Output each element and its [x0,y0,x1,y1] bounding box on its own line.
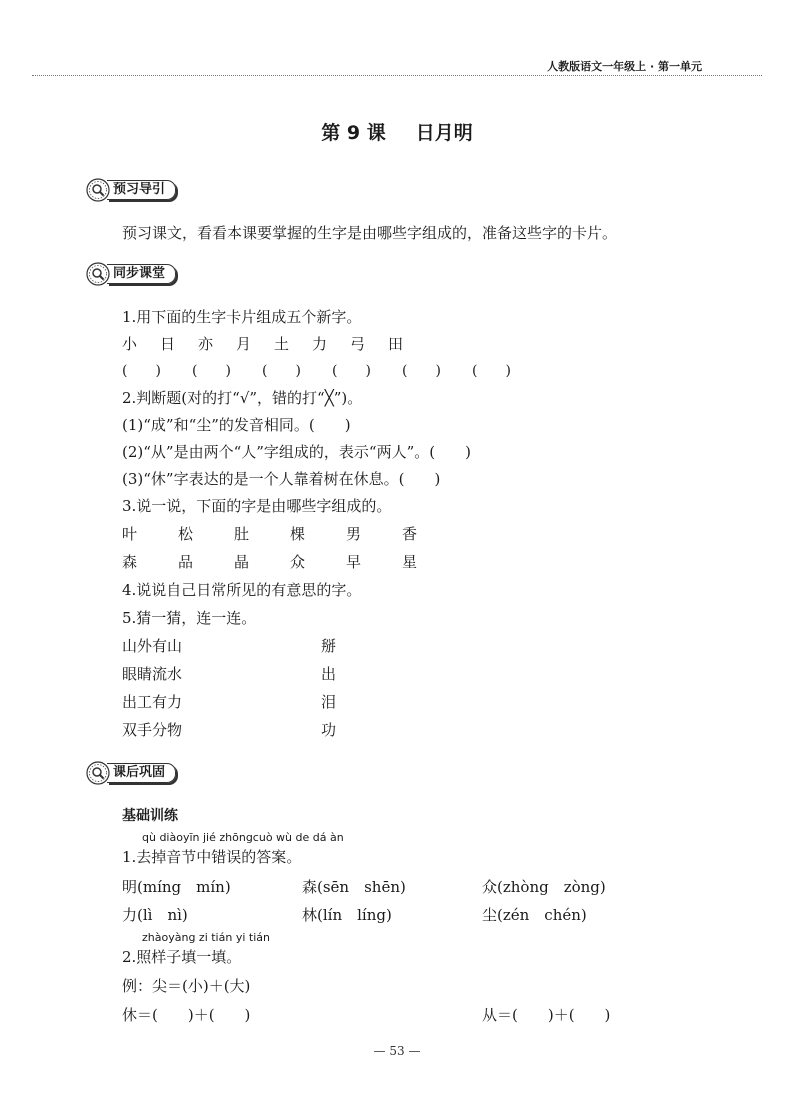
fill-in-item[interactable]: 休＝( )＋( ) [122,1006,251,1024]
compose-char: 香 [402,525,418,543]
answer-blank[interactable]: ( ) [122,363,161,379]
char-card: 弓 [350,335,366,353]
riddle-left: 双手分物 [122,721,183,739]
char-card: 力 [312,335,328,353]
section-label: 课后巩固 [107,763,176,783]
section-badge-review [86,761,176,785]
pinyin-annotation: qù diàoyīn jié zhōngcuò wù de dá àn [142,831,344,844]
syllable-choice[interactable]: 明(míng mín) [122,878,231,896]
compose-char: 众 [290,553,306,571]
riddle-right: 掰 [321,637,337,655]
exercise-1: 1.去掉音节中错误的答案。 [122,848,302,866]
question-3: 3.说一说，下面的字是由哪些字组成的。 [122,497,392,515]
compose-char: 早 [346,553,362,571]
answer-blank[interactable]: ( ) [262,363,301,379]
header-text: 人教版语文一年级上 · 第一单元 [547,60,702,73]
char-card: 亦 [198,335,214,353]
example-line: 例：尖＝(小)＋(大) [122,977,251,995]
judge-item-3: (3)“休”字表达的是一个人靠着树在休息。( ) [122,470,441,488]
fill-in-item[interactable]: 从＝( )＋( ) [482,1006,611,1024]
section-badge-preview [86,178,176,202]
sub-heading: 基础训练 [122,808,178,824]
compose-char: 松 [178,525,194,543]
riddle-left: 山外有山 [122,637,183,655]
question-1: 1.用下面的生字卡片组成五个新字。 [122,308,362,326]
preview-text: 预习课文，看看本课要掌握的生字是由哪些字组成的，准备这些字的卡片。 [122,224,618,242]
lesson-number: 第 9 课 [321,122,386,144]
riddle-right: 功 [321,721,337,739]
syllable-choice[interactable]: 尘(zén chén) [482,906,587,924]
header-divider [32,75,762,76]
riddle-right: 出 [321,665,337,683]
question-2: 2.判断题(对的打“√”，错的打“╳”)。 [122,389,363,407]
section-badge-class [86,262,176,286]
syllable-choice[interactable]: 力(lì nì) [122,906,188,924]
page-title [0,118,794,145]
compose-char: 肚 [234,525,250,543]
riddle-left: 眼睛流水 [122,665,183,683]
compose-char: 棵 [290,525,306,543]
pinyin-annotation: zhàoyàng zi tián yi tián [142,931,270,944]
question-4: 4.说说自己日常所见的有意思的字。 [122,581,362,599]
judge-item-2: (2)“从”是由两个“人”字组成的，表示“两人”。( ) [122,443,471,461]
compose-char: 森 [122,553,138,571]
lesson-name: 日月明 [415,122,473,144]
compose-char: 晶 [234,553,250,571]
char-card: 日 [160,335,176,353]
riddle-left: 出工有力 [122,693,183,711]
question-5: 5.猜一猜，连一连。 [122,609,257,627]
char-card: 土 [274,335,290,353]
riddle-right: 泪 [321,693,337,711]
judge-item-1: (1)“成”和“尘”的发音相同。( ) [122,416,351,434]
syllable-choice[interactable]: 众(zhòng zòng) [482,878,606,896]
section-label: 预习导引 [107,180,176,200]
compose-char: 品 [178,553,194,571]
page-number: — 53 — [373,1044,421,1058]
exercise-2: 2.照样子填一填。 [122,948,242,966]
answer-blank[interactable]: ( ) [472,363,511,379]
answer-blank[interactable]: ( ) [332,363,371,379]
answer-blank[interactable]: ( ) [402,363,441,379]
compose-char: 男 [346,525,362,543]
char-card: 田 [388,335,404,353]
char-card: 月 [236,335,252,353]
syllable-choice[interactable]: 林(lín líng) [302,906,392,924]
char-card: 小 [122,335,138,353]
answer-blank[interactable]: ( ) [192,363,231,379]
compose-char: 星 [402,553,418,571]
section-label: 同步课堂 [107,264,176,284]
syllable-choice[interactable]: 森(sēn shēn) [302,878,406,896]
compose-char: 叶 [122,525,138,543]
